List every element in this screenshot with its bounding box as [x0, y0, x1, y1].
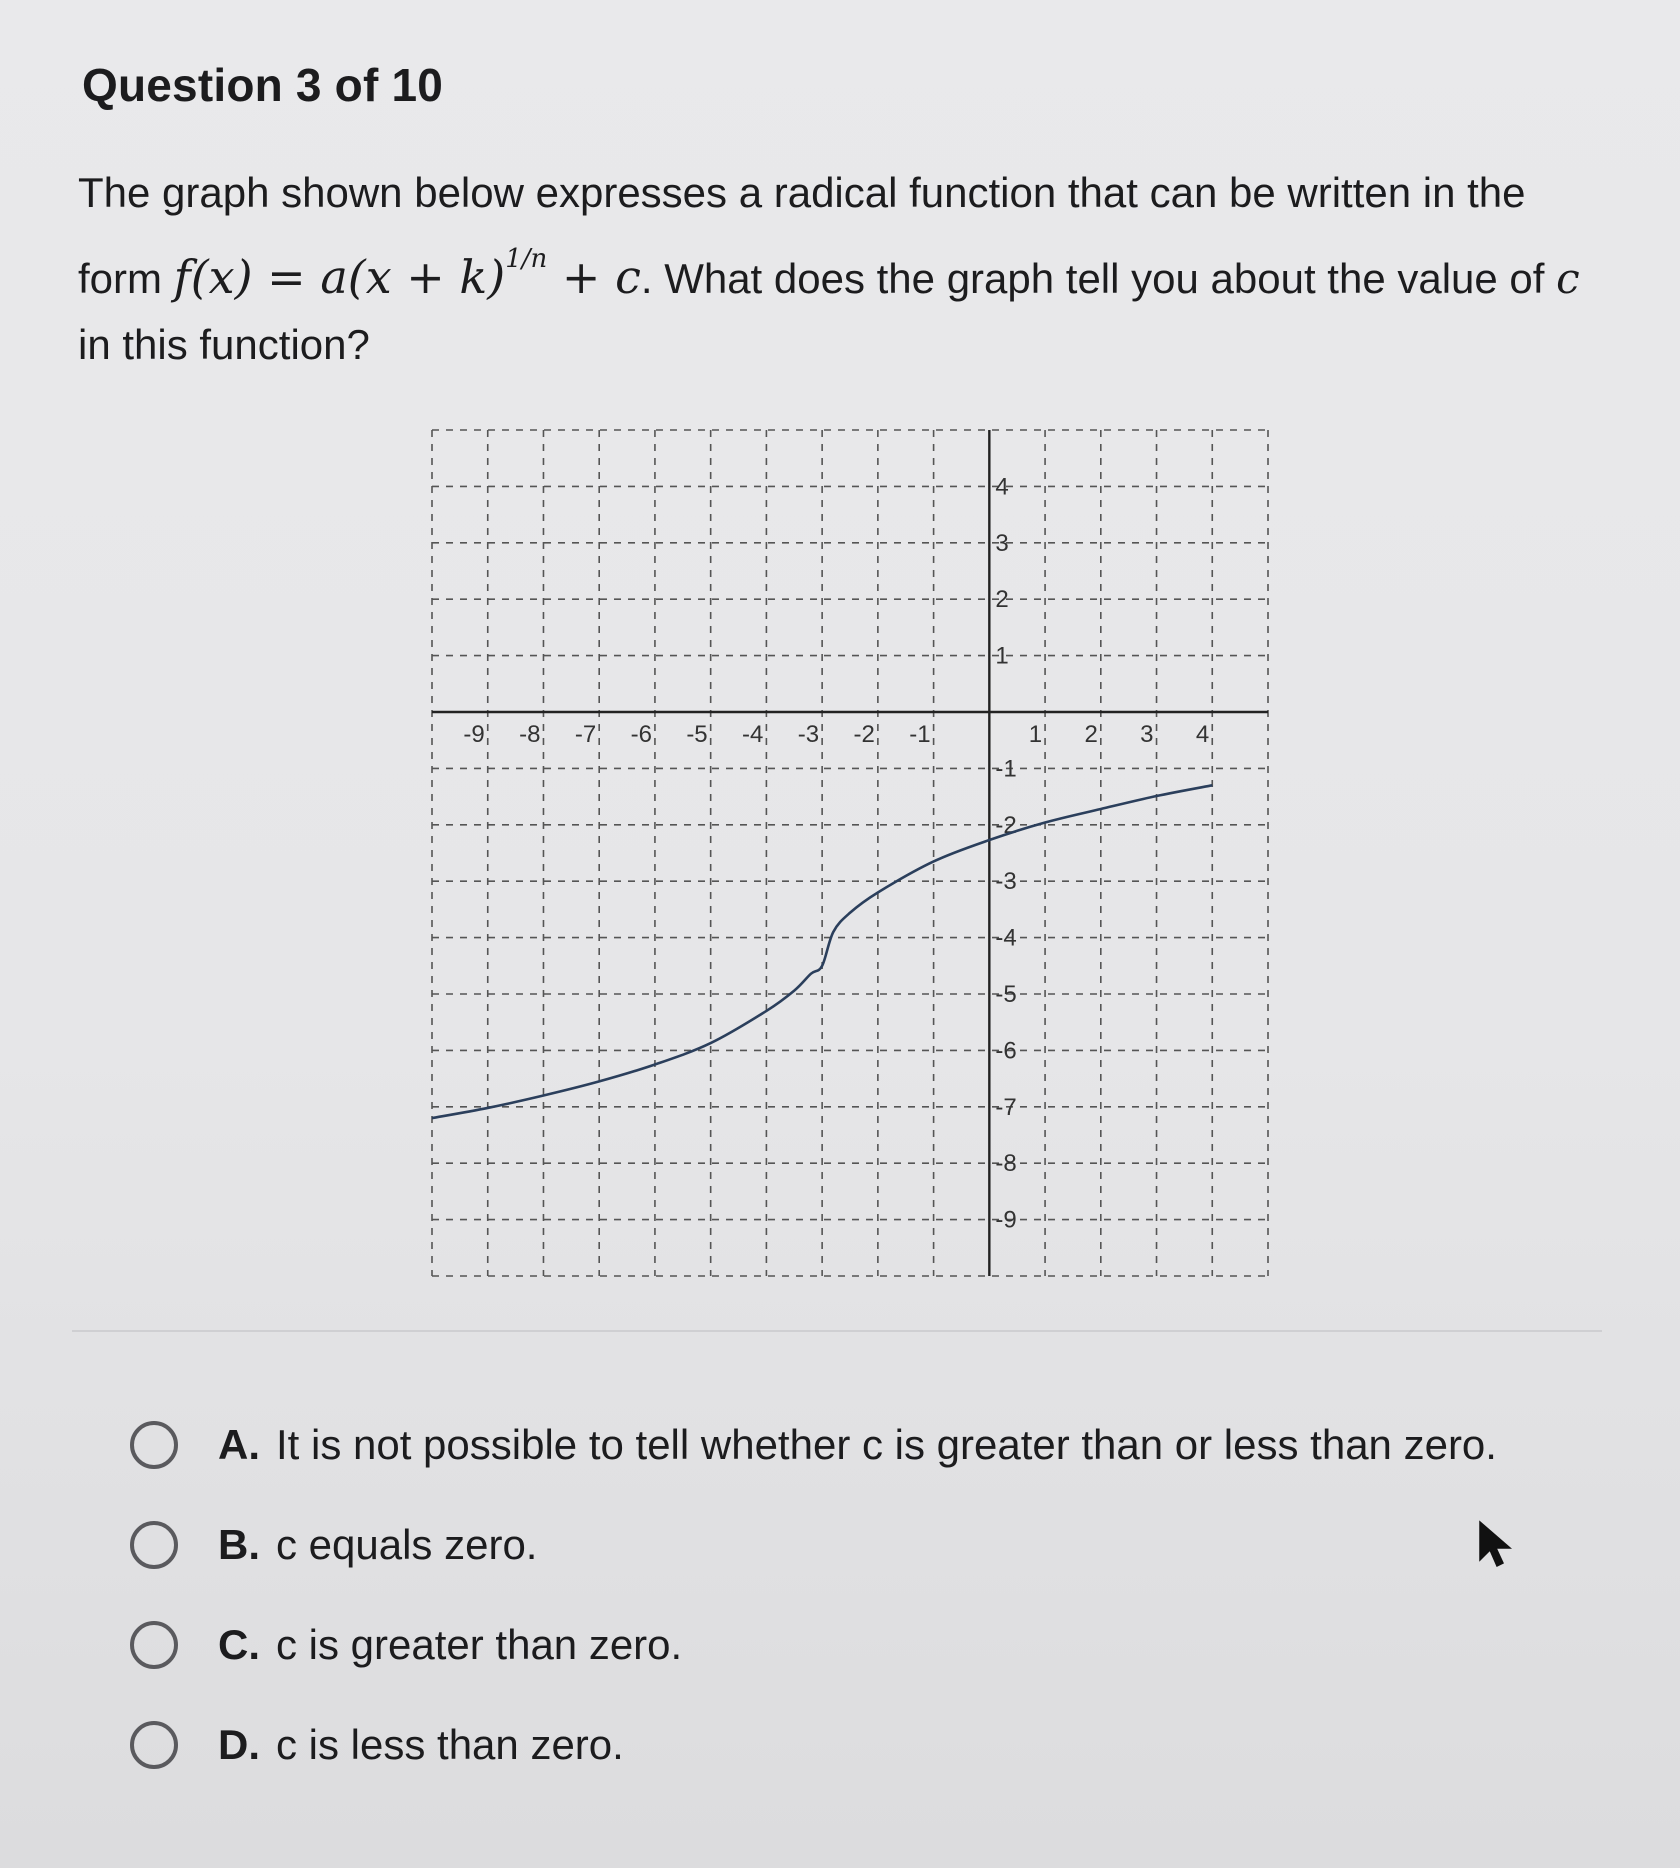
y-tick-label: 4: [995, 473, 1009, 501]
y-tick-label: -3: [995, 868, 1017, 896]
prompt-text-after: . What does the graph tell you about the value of: [640, 255, 1557, 302]
x-tick-label: -3: [797, 721, 820, 748]
radio-button-icon[interactable]: [130, 1721, 178, 1769]
radio-button-icon[interactable]: [130, 1621, 178, 1669]
x-tick-label: -8: [519, 721, 541, 748]
y-tick-label: -9: [995, 1206, 1017, 1234]
question-counter: Question 3 of 10: [82, 59, 444, 111]
choice-c[interactable]: [130, 1610, 1630, 1680]
choice-letter: D.: [218, 1721, 260, 1768]
divider: [72, 1330, 1602, 1332]
x-tick-label: 3: [1140, 721, 1154, 748]
choice-text: c equals zero.: [276, 1521, 538, 1568]
choice-letter: C.: [218, 1621, 260, 1668]
x-tick-label: -5: [686, 721, 708, 748]
formula-exponent: 1/n: [505, 244, 548, 274]
prompt-variable: c: [1556, 254, 1580, 303]
choice-letter: A.: [218, 1421, 260, 1468]
choice-text: c is less than zero.: [276, 1721, 624, 1768]
formula-main: f(x) = a(x + k): [173, 250, 506, 304]
x-tick-label: 2: [1084, 721, 1098, 748]
mouse-pointer-icon: [1476, 1520, 1516, 1572]
choice-text: It is not possible to tell whether c is greater than or less than zero.: [276, 1421, 1497, 1468]
y-tick-label: 3: [995, 529, 1009, 557]
x-tick-label: -6: [630, 721, 652, 748]
function-graph: [420, 418, 1280, 1288]
prompt-text-end: in this function?: [78, 321, 370, 368]
choice-text: c is greater than zero.: [276, 1621, 683, 1668]
choice-letter: B.: [218, 1521, 260, 1568]
x-tick-label: -4: [742, 721, 764, 748]
y-tick-label: -1: [995, 755, 1017, 783]
y-tick-label: -2: [995, 811, 1017, 839]
formula-tail: + c: [547, 250, 641, 304]
x-tick-label: 4: [1195, 721, 1210, 748]
x-tick-label: -1: [909, 721, 931, 748]
y-tick-label: -5: [995, 981, 1017, 1008]
x-tick-label: -9: [463, 721, 485, 748]
y-tick-label: -8: [995, 1150, 1017, 1178]
question-prompt: [78, 160, 1598, 378]
radio-button-icon[interactable]: [130, 1421, 178, 1469]
y-tick-label: -7: [995, 1093, 1017, 1121]
radio-button-icon[interactable]: [130, 1521, 178, 1569]
y-tick-label: -4: [995, 924, 1017, 952]
x-tick-label: 1: [1028, 721, 1043, 748]
y-tick-label: 2: [995, 586, 1009, 614]
x-tick-label: -2: [853, 721, 875, 748]
prompt-text-before: The graph shown below expresses a radical function that can be written in the form: [78, 169, 1526, 302]
formula: [173, 244, 641, 304]
choice-d[interactable]: [130, 1710, 1630, 1780]
x-tick-label: -7: [574, 721, 597, 748]
choice-a[interactable]: [130, 1410, 1630, 1480]
graph-svg: [420, 418, 1280, 1288]
y-tick-label: -6: [995, 1037, 1017, 1065]
choice-b[interactable]: [130, 1510, 1630, 1580]
y-tick-label: 1: [995, 642, 1009, 670]
